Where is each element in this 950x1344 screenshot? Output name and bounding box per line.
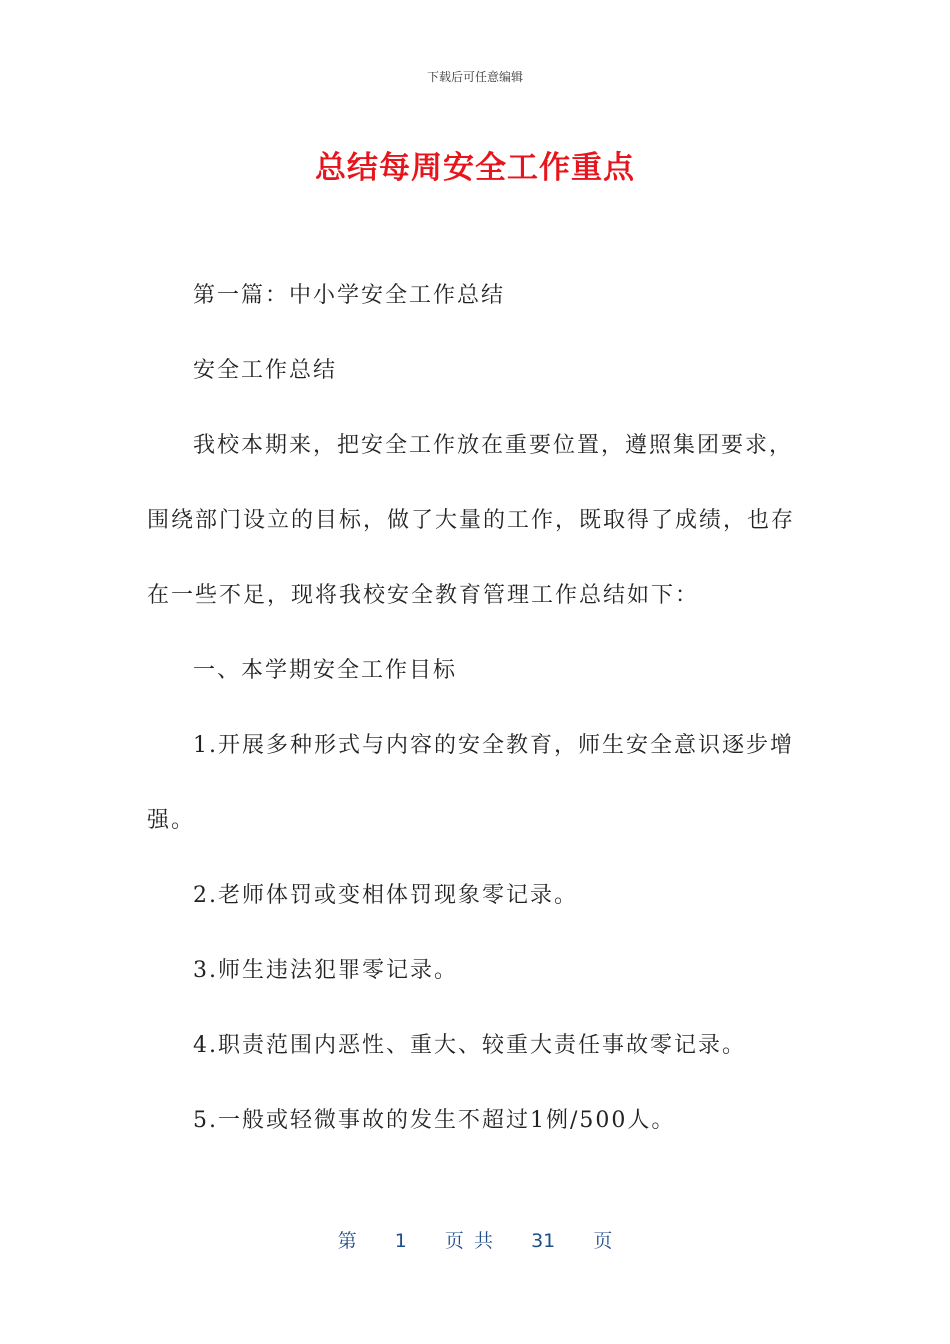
total-pages-number: 31 (531, 1230, 556, 1252)
paragraph: 4.职责范围内恶性、重大、较重大责任事故零记录。 (193, 1033, 746, 1058)
paragraph: 1.开展多种形式与内容的安全教育，师生安全意识逐步增强。 (147, 733, 794, 833)
paragraph: 第一篇：中小学安全工作总结 (193, 283, 506, 308)
paragraph: 我校本期来，把安全工作放在重要位置，遵照集团要求，围绕部门设立的目标，做了大量的工作，既取得了成绩，也存在一些不足，现将我校安全教育管理工作总结如下： (147, 433, 796, 608)
page-label-mid: 页 共 (444, 1230, 493, 1252)
document-title: 总结每周安全工作重点 (315, 150, 635, 186)
current-page-number: 1 (394, 1230, 407, 1252)
document-body (147, 258, 807, 1158)
page-label-prefix: 第 (337, 1230, 357, 1252)
header-note: 下载后可任意编辑 (426, 70, 523, 84)
paragraph: 安全工作总结 (193, 358, 338, 383)
page-footer (0, 1226, 950, 1253)
paragraph: 5.一般或轻微事故的发生不超过1例/500人。 (193, 1108, 676, 1133)
page-label-suffix: 页 (593, 1230, 613, 1252)
paragraph: 3.师生违法犯罪零记录。 (193, 958, 458, 983)
paragraph: 一、本学期安全工作目标 (193, 658, 458, 683)
paragraph: 2.老师体罚或变相体罚现象零记录。 (193, 883, 578, 908)
